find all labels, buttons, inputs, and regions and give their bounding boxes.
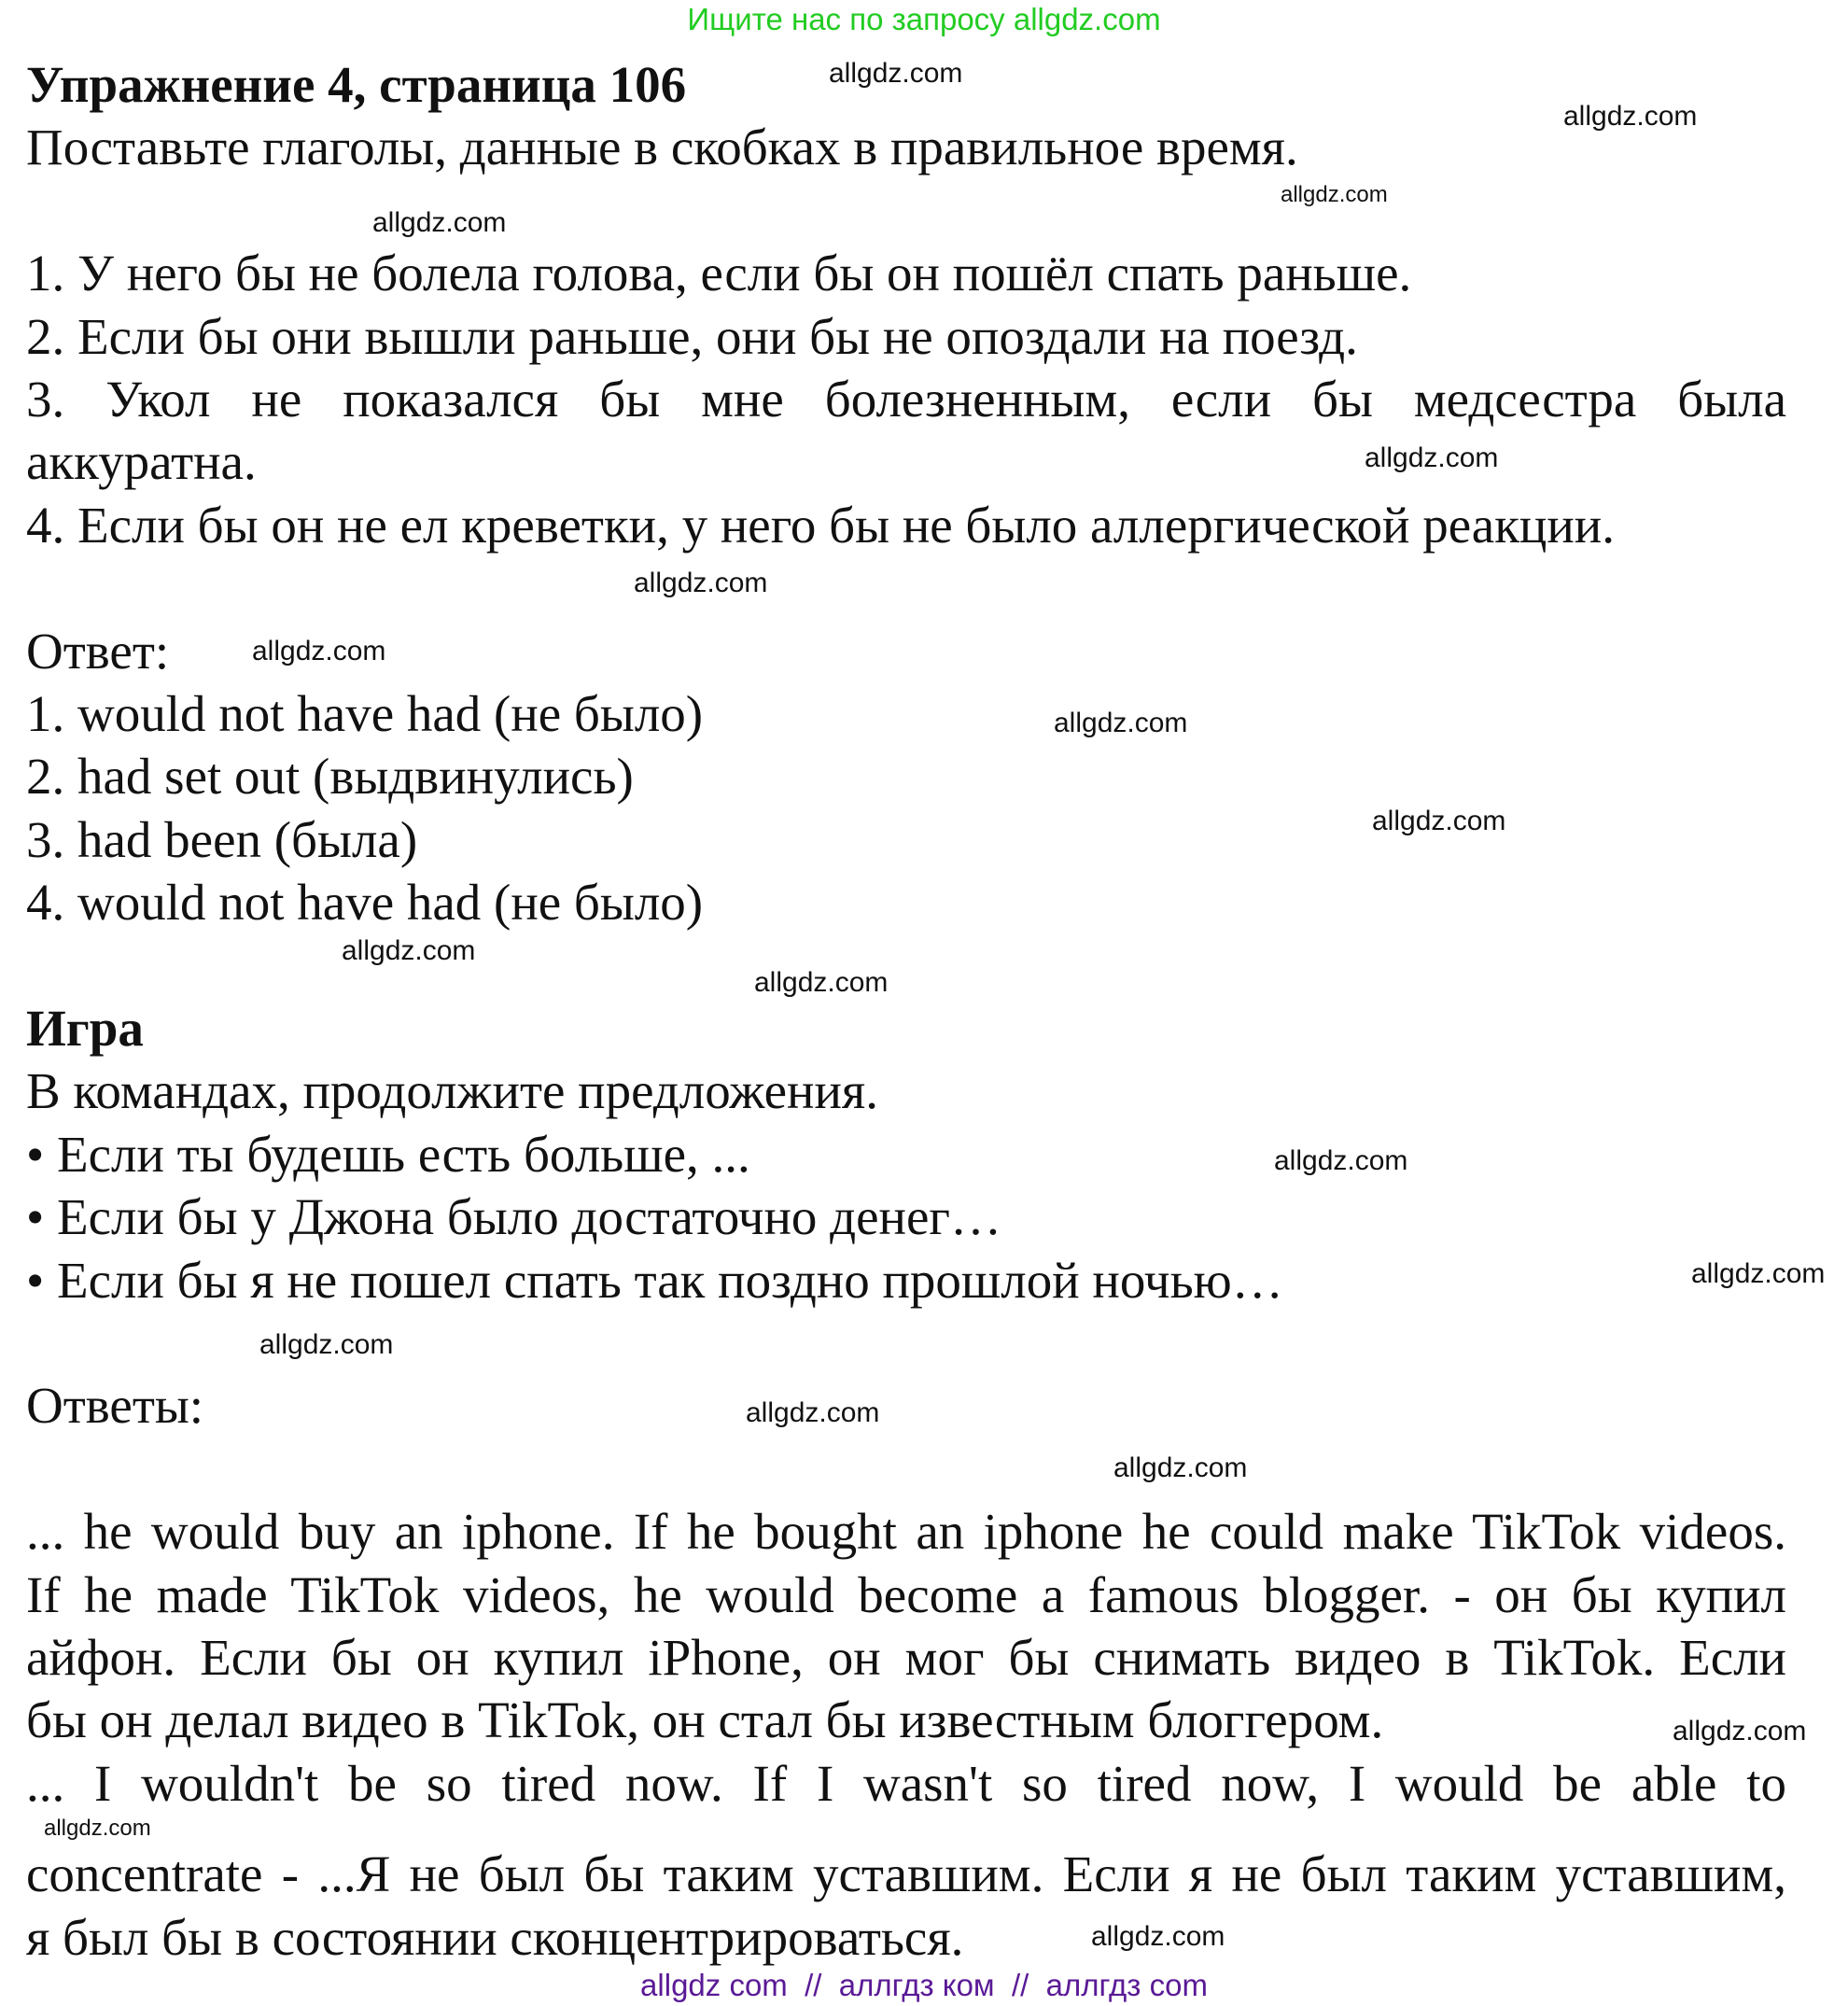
exercise-content — [26, 53, 1786, 1969]
watermark: allgdz.com — [44, 1816, 151, 1841]
sentence: 4. Если бы он не ел креветки, у него бы не было аллергической реакции. — [26, 496, 1615, 554]
watermark: allgdz.com — [372, 207, 507, 238]
game-item: • Если бы я не пошел спать так поздно прошлой ночью… — [26, 1251, 1283, 1309]
answer-paragraph-line: concentrate - ...Я не был бы таким уставшим. Если я не был таким уставшим, — [26, 1845, 1786, 1903]
answer-paragraph-line: ... he would buy an iphone. If he bought an iphone he could make TikTok videos. — [26, 1503, 1786, 1561]
watermark: allgdz.com — [1563, 101, 1698, 132]
watermark: allgdz.com — [829, 58, 963, 89]
answer-paragraph-line: айфон. Если бы он купил iPhone, он мог бы снимать видео в TikTok. Если — [26, 1629, 1786, 1687]
sentence: 3. Укол не показался бы мне болезненным, если бы медсестра была — [26, 371, 1786, 428]
footer-banner-text: allgdz com // аллгдз ком // аллгдз com — [640, 1968, 1208, 2002]
watermark: allgdz.com — [634, 568, 768, 598]
watermark: allgdz.com — [1054, 708, 1188, 738]
answer-label: Ответ: — [26, 622, 170, 680]
sentence-continuation: аккуратна. — [26, 433, 257, 491]
answer-item: 3. had been (была) — [26, 810, 418, 868]
answer-paragraph-line: ... I wouldn't be so tired now. If I wasn't so tired now, I would be able to — [26, 1754, 1786, 1812]
watermark: allgdz.com — [342, 935, 476, 966]
watermark: allgdz.com — [1091, 1921, 1225, 1952]
watermark: allgdz.com — [252, 636, 386, 666]
watermark: allgdz.com — [1281, 182, 1388, 207]
answer-item: 4. would not have had (не было) — [26, 874, 704, 932]
answers-label: Ответы: — [26, 1377, 204, 1435]
game-instruction: В командах, продолжите предложения. — [26, 1062, 878, 1120]
footer-banner — [0, 1968, 1848, 2003]
watermark: allgdz.com — [746, 1397, 880, 1428]
answer-item: 1. would not have had (не было) — [26, 685, 704, 743]
watermark: allgdz.com — [754, 967, 889, 998]
watermark: allgdz.com — [259, 1329, 394, 1360]
watermark: allgdz.com — [1274, 1145, 1408, 1176]
game-title: Игра — [26, 1000, 144, 1058]
watermark: allgdz.com — [1691, 1258, 1826, 1289]
instruction: Поставьте глаголы, данные в скобках в правильное время. — [26, 119, 1298, 176]
sentence: 1. У него бы не болела голова, если бы он пошёл спать раньше. — [26, 245, 1412, 302]
watermark: allgdz.com — [1673, 1716, 1807, 1746]
answer-item: 2. had set out (выдвинулись) — [26, 748, 634, 806]
watermark: allgdz.com — [1113, 1452, 1248, 1483]
answer-paragraph-line: If he made TikTok videos, he would become a famous blogger. - он бы купил — [26, 1565, 1786, 1623]
page-title: Упражнение 4, страница 106 — [26, 56, 687, 113]
search-hint-banner: Ищите нас по запросу allgdz.com — [687, 2, 1161, 36]
sentence: 2. Если бы они вышли раньше, они бы не опоздали на поезд. — [26, 307, 1358, 365]
game-item: • Если бы у Джона было достаточно денег… — [26, 1188, 1001, 1246]
watermark: allgdz.com — [1365, 442, 1499, 473]
answer-paragraph-line: бы он делал видео в TikTok, он стал бы известным блоггером. — [26, 1691, 1384, 1749]
answer-paragraph-line: я был бы в состоянии сконцентрироваться. — [26, 1908, 964, 1966]
watermark: allgdz.com — [1372, 806, 1506, 836]
game-item: • Если ты будешь есть больше, ... — [26, 1125, 750, 1183]
